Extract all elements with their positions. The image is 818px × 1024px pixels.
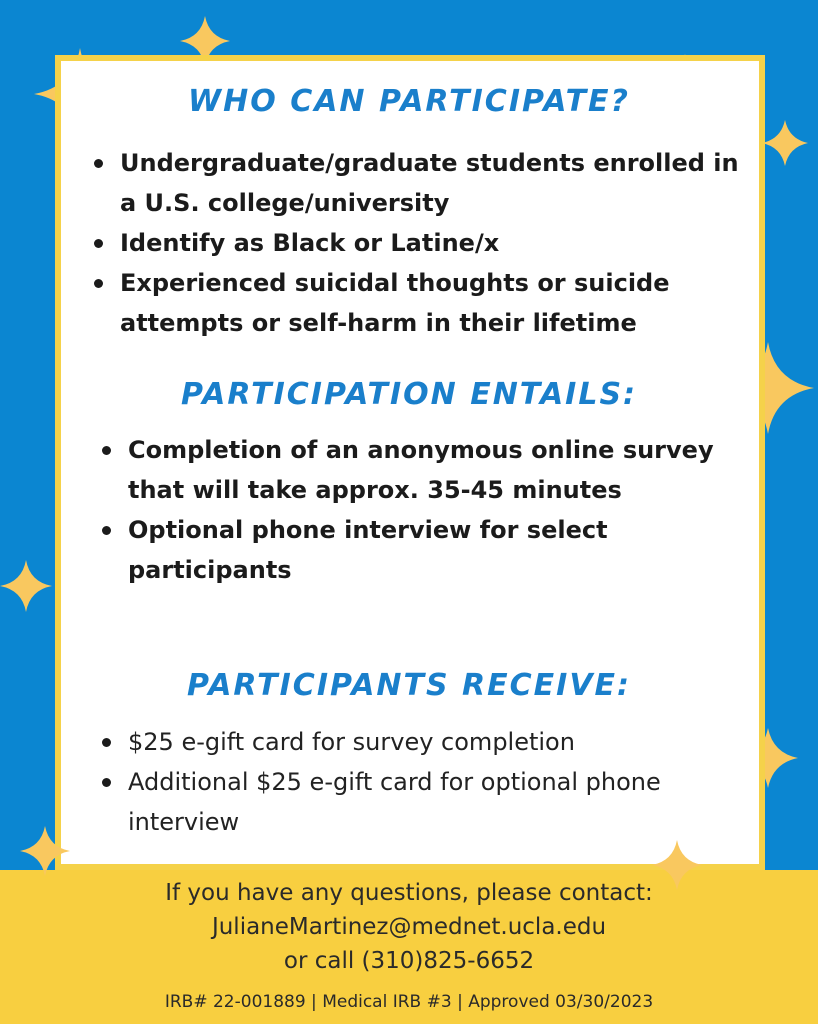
sparkle-icon: [20, 826, 70, 876]
receive-list: [96, 722, 716, 842]
entails-heading: PARTICIPATION ENTAILS:: [180, 377, 638, 412]
who-heading: WHO CAN PARTICIPATE?: [188, 84, 630, 119]
list-item: Identify as Black or Latine/x: [88, 223, 758, 263]
list-item: $25 e-gift card for survey completion: [96, 722, 716, 762]
contact-email-link[interactable]: JulianeMartinez@mednet.ucla.edu: [211, 914, 607, 940]
list-item: Undergraduate/graduate students enrolled in a U.S. college/university: [88, 143, 758, 223]
irb-footnote: IRB# 22-001889 | Medical IRB #3 | Approved 03/30/2023: [164, 992, 654, 1012]
contact-line: If you have any questions, please contact:: [165, 880, 653, 906]
list-item: Experienced suicidal thoughts or suicide attempts or self-harm in their lifetime: [88, 263, 758, 343]
entails-list: [96, 430, 716, 590]
list-item: Additional $25 e-gift card for optional phone interview: [96, 762, 716, 842]
list-item: Optional phone interview for select participants: [96, 510, 716, 590]
list-item: Completion of an anonymous online survey that will take approx. 35-45 minutes: [96, 430, 716, 510]
who-list: [88, 143, 758, 343]
contact-phone: or call (310)825-6652: [283, 948, 535, 974]
sparkle-icon: [762, 120, 808, 166]
sparkle-icon: [0, 560, 52, 612]
receive-heading: PARTICIPANTS RECEIVE:: [186, 668, 632, 703]
